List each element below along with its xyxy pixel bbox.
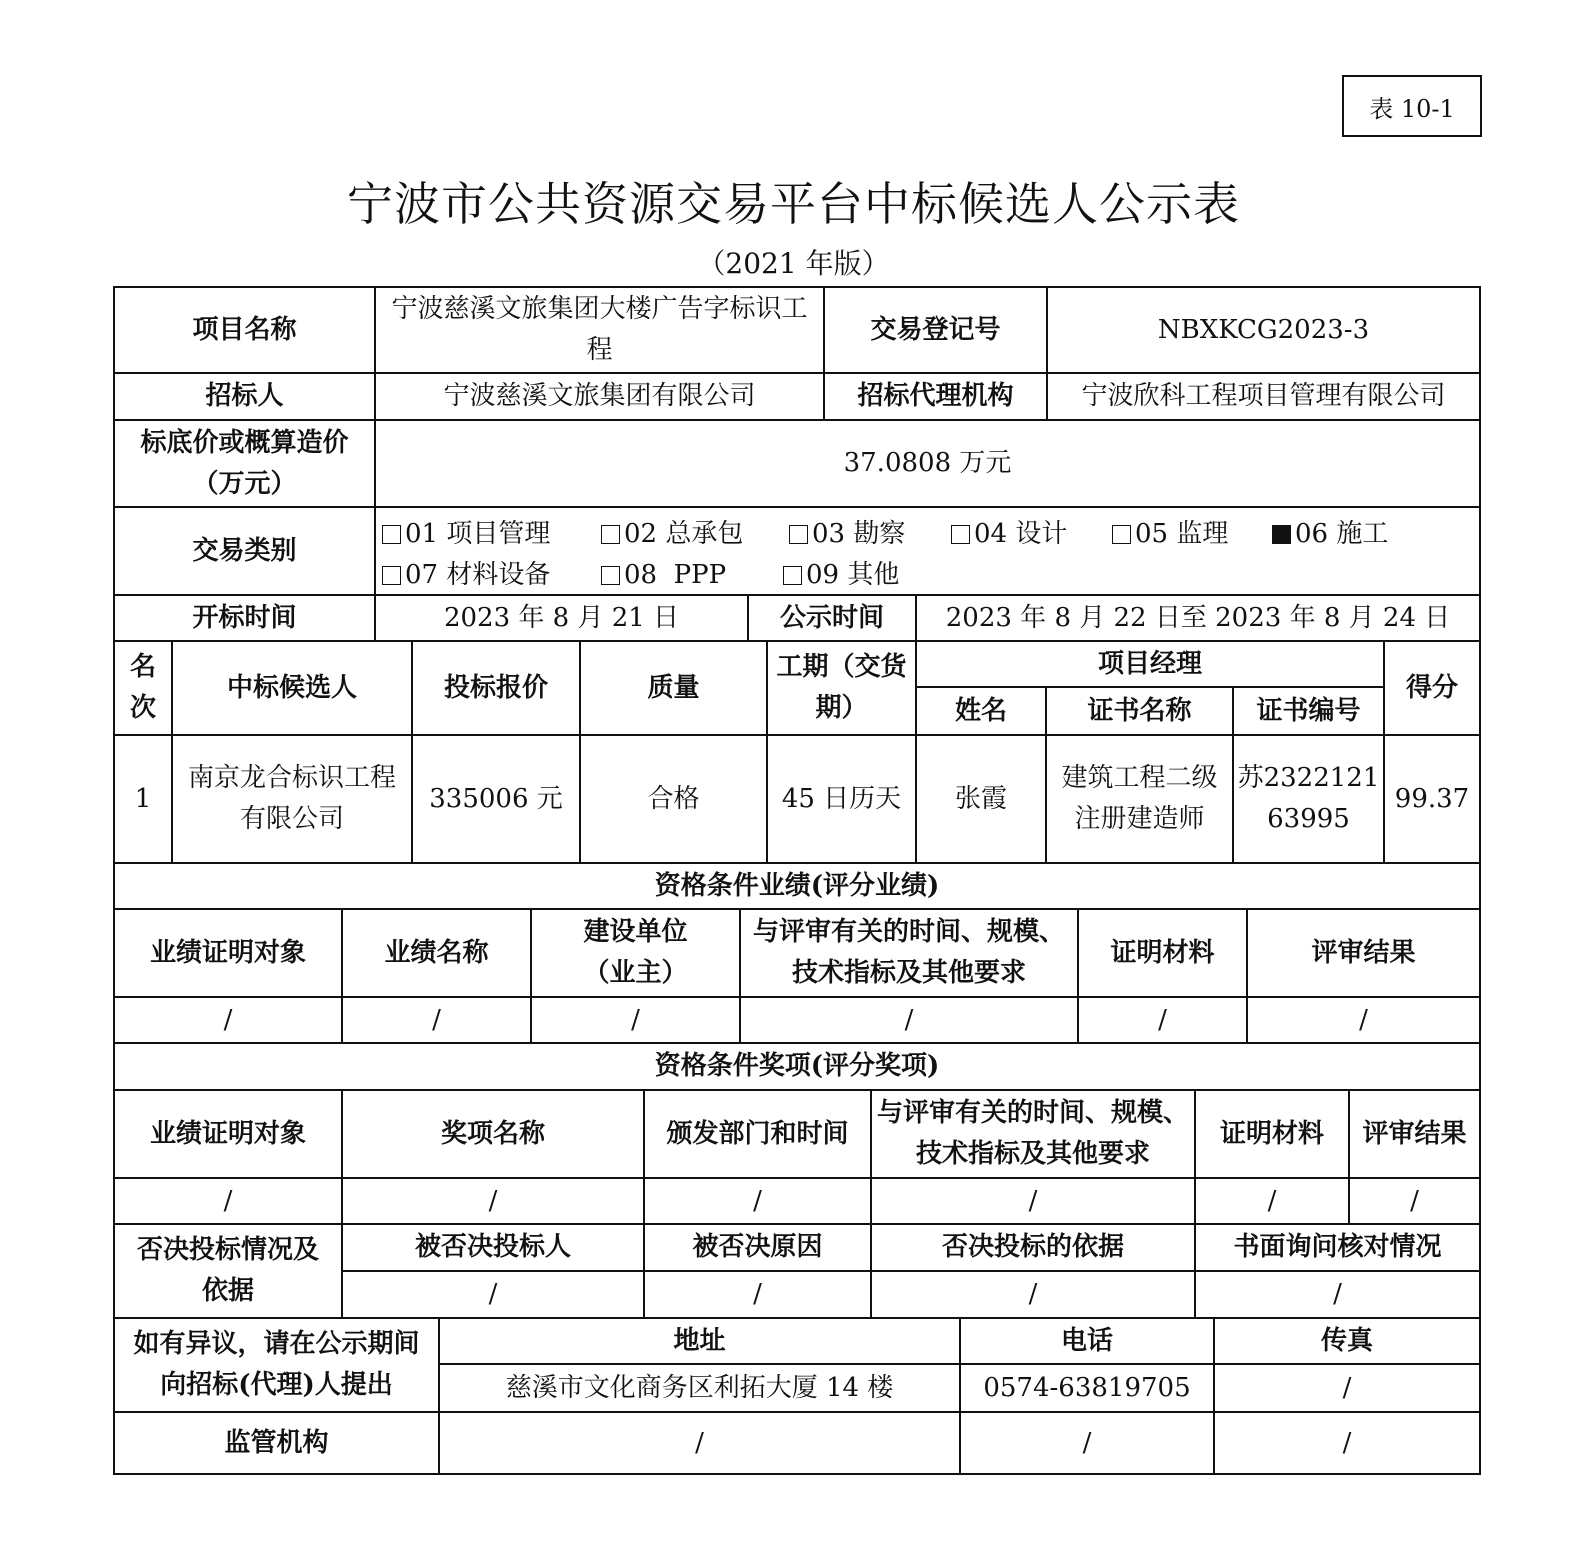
category-option-06: 06 施工 — [1272, 514, 1388, 555]
objection-header-address: 地址 — [438, 1317, 961, 1365]
checkbox-icon — [789, 525, 808, 544]
performance-value-owner: / — [530, 996, 741, 1044]
checkbox-icon — [601, 525, 620, 544]
manager-header: 项目经理 — [915, 640, 1385, 688]
performance-value-proof: / — [1077, 996, 1248, 1044]
page-title: 宁波市公共资源交易平台中标候选人公示表 — [347, 177, 1240, 231]
supervisor-label: 监管机构 — [113, 1411, 440, 1475]
bid-header: 投标报价 — [411, 640, 581, 736]
page-subtitle: （2021 年版） — [697, 247, 890, 280]
supervisor-address: / — [438, 1411, 961, 1475]
rank-header: 名次 — [113, 640, 173, 736]
notice-time-label: 公示时间 — [747, 594, 917, 642]
agency-label: 招标代理机构 — [823, 372, 1048, 421]
awards-value-requirements: / — [870, 1177, 1196, 1225]
category-options — [374, 506, 1481, 596]
objection-fax: / — [1213, 1363, 1481, 1413]
awards-header-name: 奖项名称 — [341, 1089, 645, 1179]
objection-address: 慈溪市文化商务区利拓大厦 14 楼 — [438, 1363, 961, 1413]
objection-header-fax: 传真 — [1213, 1317, 1481, 1365]
tenderer-label: 招标人 — [113, 372, 376, 421]
notice-time-value: 2023 年 8 月 22 日至 2023 年 8 月 24 日 — [915, 594, 1481, 642]
candidate-rank: 1 — [113, 734, 173, 864]
objection-label: 如有异议，请在公示期间向招标(代理)人提出 — [113, 1317, 440, 1413]
rejection-value-bidder: / — [341, 1270, 645, 1319]
performance-value-requirements: / — [739, 996, 1079, 1044]
supervisor-phone: / — [959, 1411, 1215, 1475]
checkbox-checked-icon — [1272, 525, 1291, 544]
form-number: 表 10-1 — [1342, 75, 1482, 137]
score-header: 得分 — [1383, 640, 1481, 736]
performance-value-name: / — [341, 996, 532, 1044]
category-option-07: 07 材料设备 — [382, 555, 601, 596]
manager-name-header: 姓名 — [915, 686, 1047, 736]
awards-header-subject: 业绩证明对象 — [113, 1089, 343, 1179]
awards-value-subject: / — [113, 1177, 343, 1225]
performance-header-subject: 业绩证明对象 — [113, 908, 343, 998]
tenderer-value: 宁波慈溪文旅集团有限公司 — [374, 372, 825, 421]
cert-name-header: 证书名称 — [1045, 686, 1234, 736]
candidate-notice-table — [113, 286, 1481, 1475]
awards-header-result: 评审结果 — [1348, 1089, 1481, 1179]
rejection-value-basis: / — [870, 1270, 1196, 1319]
rejection-label: 否决投标情况及依据 — [113, 1223, 343, 1319]
candidate-score: 99.37 — [1383, 734, 1481, 864]
category-option-08: 08 PPP — [601, 555, 783, 596]
candidate-period: 45 日历天 — [766, 734, 917, 864]
checkbox-icon — [382, 525, 401, 544]
performance-header-result: 评审结果 — [1246, 908, 1481, 998]
performance-value-result: / — [1246, 996, 1481, 1044]
awards-value-proof: / — [1194, 1177, 1350, 1225]
registration-number-value: NBXKCG2023-3 — [1046, 286, 1481, 374]
candidate-name: 南京龙合标识工程有限公司 — [171, 734, 413, 864]
awards-section-title: 资格条件奖项(评分奖项) — [113, 1042, 1481, 1091]
rejection-value-inquiry: / — [1194, 1270, 1481, 1319]
category-option-04: 04 设计 — [951, 514, 1112, 555]
opening-time-value: 2023 年 8 月 21 日 — [374, 594, 749, 642]
candidate-bid: 335006 元 — [411, 734, 581, 864]
agency-value: 宁波欣科工程项目管理有限公司 — [1046, 372, 1481, 421]
certificate-number: 苏232212163995 — [1232, 734, 1385, 864]
checkbox-icon — [382, 566, 401, 585]
performance-header-proof: 证明材料 — [1077, 908, 1248, 998]
manager-name: 张霞 — [915, 734, 1047, 864]
project-name-value: 宁波慈溪文旅集团大楼广告字标识工程 — [374, 286, 825, 374]
registration-number-label: 交易登记号 — [823, 286, 1048, 374]
rejection-header-inquiry: 书面询问核对情况 — [1194, 1223, 1481, 1272]
rejection-header-basis: 否决投标的依据 — [870, 1223, 1196, 1272]
awards-header-proof: 证明材料 — [1194, 1089, 1350, 1179]
category-option-02: 02 总承包 — [601, 514, 789, 555]
awards-value-issuer: / — [643, 1177, 872, 1225]
checkbox-icon — [1112, 525, 1131, 544]
category-label: 交易类别 — [113, 506, 376, 596]
candidate-quality: 合格 — [579, 734, 768, 864]
category-option-01: 01 项目管理 — [382, 514, 601, 555]
category-option-09: 09 其他 — [783, 555, 899, 596]
price-value: 37.0808 万元 — [374, 419, 1481, 508]
objection-header-phone: 电话 — [959, 1317, 1215, 1365]
project-name-label: 项目名称 — [113, 286, 376, 374]
performance-header-name: 业绩名称 — [341, 908, 532, 998]
performance-value-subject: / — [113, 996, 343, 1044]
price-label: 标底价或概算造价（万元） — [113, 419, 376, 508]
certificate-name: 建筑工程二级注册建造师 — [1045, 734, 1234, 864]
performance-header-owner: 建设单位（业主） — [530, 908, 741, 998]
period-header: 工期（交货期） — [766, 640, 917, 736]
awards-value-result: / — [1348, 1177, 1481, 1225]
performance-header-requirements: 与评审有关的时间、规模、技术指标及其他要求 — [739, 908, 1079, 998]
performance-section-title: 资格条件业绩(评分业绩) — [113, 862, 1481, 910]
category-option-05: 05 监理 — [1112, 514, 1272, 555]
objection-phone: 0574-63819705 — [959, 1363, 1215, 1413]
awards-value-name: / — [341, 1177, 645, 1225]
cert-no-header: 证书编号 — [1232, 686, 1385, 736]
rejection-value-reason: / — [643, 1270, 872, 1319]
candidate-header: 中标候选人 — [171, 640, 413, 736]
quality-header: 质量 — [579, 640, 768, 736]
opening-time-label: 开标时间 — [113, 594, 376, 642]
checkbox-icon — [601, 566, 620, 585]
awards-header-requirements: 与评审有关的时间、规模、技术指标及其他要求 — [870, 1089, 1196, 1179]
rejection-header-bidder: 被否决投标人 — [341, 1223, 645, 1272]
category-option-03: 03 勘察 — [789, 514, 951, 555]
supervisor-fax: / — [1213, 1411, 1481, 1475]
rejection-header-reason: 被否决原因 — [643, 1223, 872, 1272]
checkbox-icon — [783, 566, 802, 585]
checkbox-icon — [951, 525, 970, 544]
awards-header-issuer: 颁发部门和时间 — [643, 1089, 872, 1179]
